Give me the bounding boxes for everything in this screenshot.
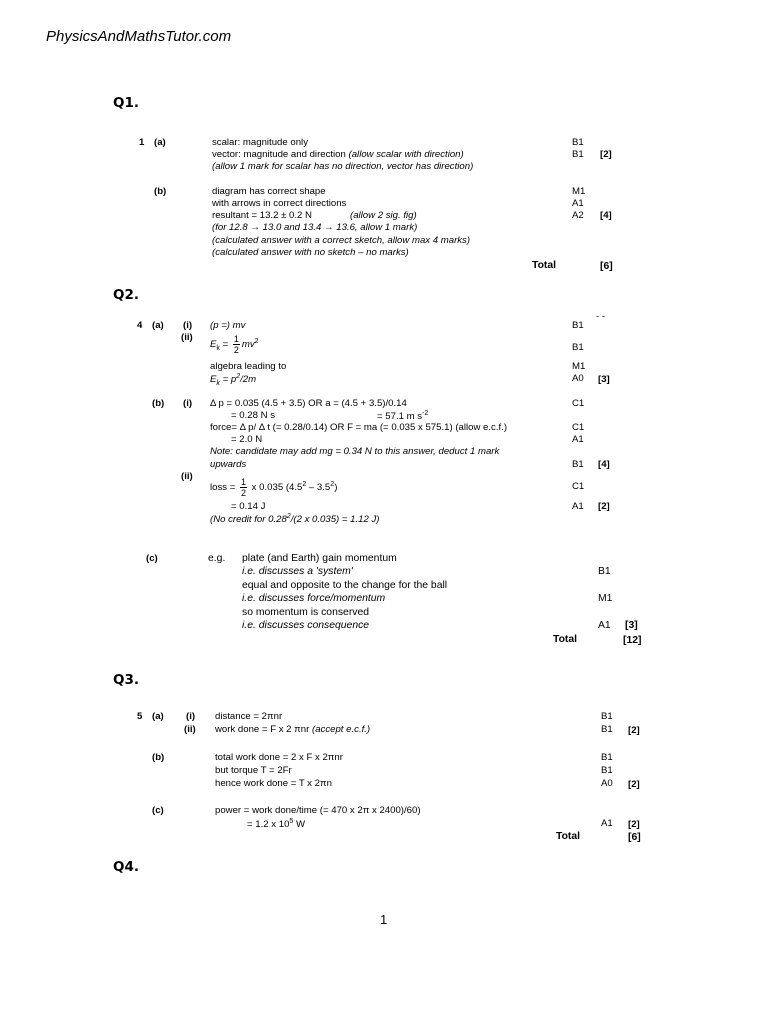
- q2-b-mark5: C1: [572, 481, 585, 492]
- q2-a-ek2-k: k: [216, 380, 220, 388]
- q2-c-line1: plate (and Earth) gain momentum: [242, 553, 397, 564]
- q2-stray-marks: - -: [596, 311, 606, 322]
- q2-heading: Q2.: [113, 287, 139, 303]
- q4-heading: Q4.: [113, 859, 139, 875]
- q2-b-ii-note: [210, 513, 380, 525]
- q2-b-ii-sup1: 2: [302, 480, 307, 488]
- q1-b-line3-main: resultant = 13.2 ± 0.2 N: [212, 210, 312, 221]
- page-number: 1: [380, 912, 388, 927]
- q3-a-i-line: distance = 2πnr: [215, 711, 283, 722]
- q2-b-ii-note-post: /(2 x 0.035) = 1.12 J): [290, 514, 380, 526]
- q3-a-ii-note: (accept e.c.f.): [312, 724, 371, 735]
- q2-b-i-line2b-sup: -2: [422, 410, 429, 417]
- q3-b-mark1: B1: [601, 752, 613, 763]
- q1-b-line3-note: (allow 2 sig. fig): [350, 210, 417, 221]
- q2-b-ii-mid: – 3.5: [306, 482, 331, 494]
- q2-b-i-line2b: [377, 410, 428, 422]
- q2-c-line5: so momentum is conserved: [242, 607, 370, 618]
- q3-part-a: (a): [152, 711, 164, 722]
- q1-a-mark2: B1: [572, 149, 584, 160]
- q1-part-a: (a): [154, 137, 166, 148]
- q1-b-line5: (calculated answer with a correct sketch, allow max 4 marks): [212, 235, 471, 246]
- q1-b-line1: diagram has correct shape: [212, 186, 326, 197]
- q1-a-line1: scalar: magnitude only: [212, 137, 308, 148]
- q2-b-ii-line2: = 0.14 J: [231, 501, 266, 512]
- q3-c-line2: [247, 818, 305, 830]
- q2-a-ii-num: 1: [233, 334, 239, 344]
- q2-a-ii-sq: 2: [254, 337, 259, 345]
- q3-a-sub-i: (i): [186, 711, 196, 722]
- q1-a-total: [2]: [600, 149, 612, 160]
- q1-a-line2: [212, 149, 464, 160]
- q1-b-line2: with arrows in correct directions: [212, 198, 347, 209]
- q2-c-line2: i.e. discusses a 'system': [242, 566, 353, 577]
- q1-b-total: [4]: [600, 210, 612, 221]
- q2-b-sub-i: (i): [183, 398, 193, 409]
- q3-total-label: Total: [556, 831, 581, 842]
- q2-b-i-line3: force= Δ p/ Δ t (= 0.28/0.14) OR F = ma (= 0.035 x 575.1) (allow e.c.f.): [210, 422, 508, 433]
- q2-b-ii-sup2: 2: [330, 480, 335, 488]
- q2-a-ii-fraction: [233, 334, 240, 355]
- q2-b-ii-num: 1: [241, 477, 247, 487]
- q1-total-value: [6]: [600, 261, 613, 272]
- q2-a-mark3: M1: [572, 361, 586, 372]
- q3-a-mark2: B1: [601, 724, 613, 735]
- q2-c-line3: equal and opposite to the change for the ball: [242, 580, 448, 591]
- q3-b-mark2: B1: [601, 765, 613, 776]
- q2-c-mark2: M1: [598, 593, 613, 604]
- q3-a-sub-ii: (ii): [184, 724, 196, 735]
- q1-b-line6: (calculated answer with no sketch – no marks): [212, 247, 409, 258]
- q1-b-mark2: A1: [572, 198, 584, 209]
- q2-part-c: (c): [146, 553, 158, 564]
- q2-a-mark4: A0: [572, 373, 584, 384]
- q1-question-number: 1: [139, 137, 145, 148]
- q2-b-ii-note-pre: (No credit for 0.28: [210, 514, 287, 526]
- q2-b-mark2: C1: [572, 422, 585, 433]
- q2-c-line4: i.e. discusses force/momentum: [242, 593, 386, 604]
- q2-b-ii-close: ): [334, 482, 338, 494]
- q2-a-ek2-line: [210, 373, 256, 387]
- q1-b-mark3: A2: [572, 210, 584, 221]
- q2-c-mark1: B1: [598, 566, 611, 577]
- q2-a-total: [3]: [598, 374, 610, 385]
- q1-part-b: (b): [154, 186, 167, 197]
- q2-b-total-ii: [2]: [598, 501, 610, 512]
- q2-b-ii-fraction: [240, 477, 247, 498]
- q2-part-b: (b): [152, 398, 165, 409]
- q3-c-line2-post: W: [293, 819, 306, 831]
- q2-a-ek2-e: E: [210, 374, 217, 386]
- q2-b-ii-den: 2: [241, 488, 247, 498]
- q2-a-ii-den: 2: [233, 345, 239, 355]
- q2-a-ek2-post: /2m: [240, 374, 257, 386]
- q2-part-a: (a): [152, 320, 164, 331]
- q2-a-ii-k: k: [216, 344, 220, 352]
- q1-b-line4: (for 12.8 → 13.0 and 13.4 → 13.6, allow 1 mark): [212, 222, 418, 233]
- q2-a-ii-eq: =: [219, 339, 231, 351]
- q3-b-line3: hence work done = T x 2πn: [215, 778, 332, 789]
- site-name: PhysicsAndMathsTutor.com: [46, 28, 232, 45]
- q3-a-ii-main: work done = F x 2 πnr: [215, 724, 313, 735]
- q2-a-sub-ii: (ii): [181, 332, 193, 343]
- q1-a-line3: (allow 1 mark for scalar has no direction, vector has direction): [212, 161, 474, 172]
- q2-c-eg: e.g.: [208, 553, 226, 564]
- q2-b-ii-line1: [210, 477, 337, 498]
- q3-heading: Q3.: [113, 672, 139, 688]
- q2-a-ii-e: E: [210, 339, 217, 351]
- q1-total-label: Total: [532, 260, 557, 271]
- q2-total-value: [12]: [623, 635, 642, 646]
- q2-a-mark2: B1: [572, 342, 584, 353]
- q2-a-ii-line: [210, 334, 259, 355]
- q3-a-ii-line: [215, 724, 370, 735]
- q2-b-sub-ii: (ii): [181, 471, 193, 482]
- q2-a-ek2-pre: = p: [219, 374, 237, 386]
- q1-heading: Q1.: [113, 95, 139, 111]
- q2-a-ii-mv: mv: [241, 339, 255, 351]
- q2-b-mark4: B1: [572, 459, 584, 470]
- q3-c-line1: power = work done/time (= 470 x 2π x 2400)/60): [215, 805, 421, 816]
- q2-b-ii-note-sup: 2: [286, 513, 291, 520]
- q3-a-mark1: B1: [601, 711, 613, 722]
- q3-part-c: (c): [152, 805, 164, 816]
- q2-c-line6: i.e. discusses consequence: [242, 620, 370, 631]
- q2-b-i-line1: Δ p = 0.035 (4.5 + 3.5) OR a = (4.5 + 3.5)/0.14: [210, 398, 407, 409]
- q2-b-ii-rest: x 0.035 (4.5: [249, 482, 303, 494]
- q3-c-line2-sup: 5: [289, 818, 294, 825]
- q2-b-ii-loss: loss =: [210, 482, 238, 494]
- q2-b-i-line2a: = 0.28 N s: [231, 410, 275, 421]
- q2-a-sub-i: (i): [183, 320, 193, 331]
- q2-a-i-line: (p =) mv: [210, 320, 246, 331]
- q2-b-total-i: [4]: [598, 459, 610, 470]
- q2-b-i-line4: = 2.0 N: [231, 434, 263, 445]
- q3-b-mark3: A0: [601, 778, 613, 789]
- q3-part-b: (b): [152, 752, 165, 763]
- q3-question-number: 5: [137, 711, 143, 722]
- q2-b-i-note2: upwards: [210, 459, 247, 470]
- q2-b-i-line2b-text: = 57.1 m s: [377, 411, 423, 423]
- q1-a-line2-note: (allow scalar with direction): [348, 149, 464, 160]
- q1-b-mark1: M1: [572, 186, 586, 197]
- q2-a-ek2-sq: 2: [236, 373, 241, 380]
- q3-c-line2-pre: = 1.2 x 10: [247, 819, 290, 831]
- q3-b-total: [2]: [628, 779, 640, 790]
- q3-c-total: [2]: [628, 819, 640, 830]
- q1-a-mark1: B1: [572, 137, 584, 148]
- q2-a-mark1: B1: [572, 320, 584, 331]
- q2-b-i-note1: Note: candidate may add mg = 0.34 N to this answer, deduct 1 mark: [210, 446, 500, 457]
- q2-c-total: [3]: [625, 620, 638, 631]
- q2-b-mark6: A1: [572, 501, 584, 512]
- q3-a-total: [2]: [628, 725, 640, 736]
- q2-b-mark3: A1: [572, 434, 584, 445]
- q3-b-line2: but torque T = 2Fr: [215, 765, 292, 776]
- q2-a-algebra: algebra leading to: [210, 361, 287, 372]
- q2-b-mark1: C1: [572, 398, 585, 409]
- q2-c-mark3: A1: [598, 620, 611, 631]
- q3-b-line1: total work done = 2 x F x 2πnr: [215, 752, 343, 763]
- q2-total-label: Total: [553, 634, 578, 645]
- q3-c-mark1: A1: [601, 818, 613, 829]
- q3-total-value: [6]: [628, 832, 641, 843]
- q1-a-line2-main: vector: magnitude and direction: [212, 149, 349, 160]
- q2-question-number: 4: [137, 320, 143, 331]
